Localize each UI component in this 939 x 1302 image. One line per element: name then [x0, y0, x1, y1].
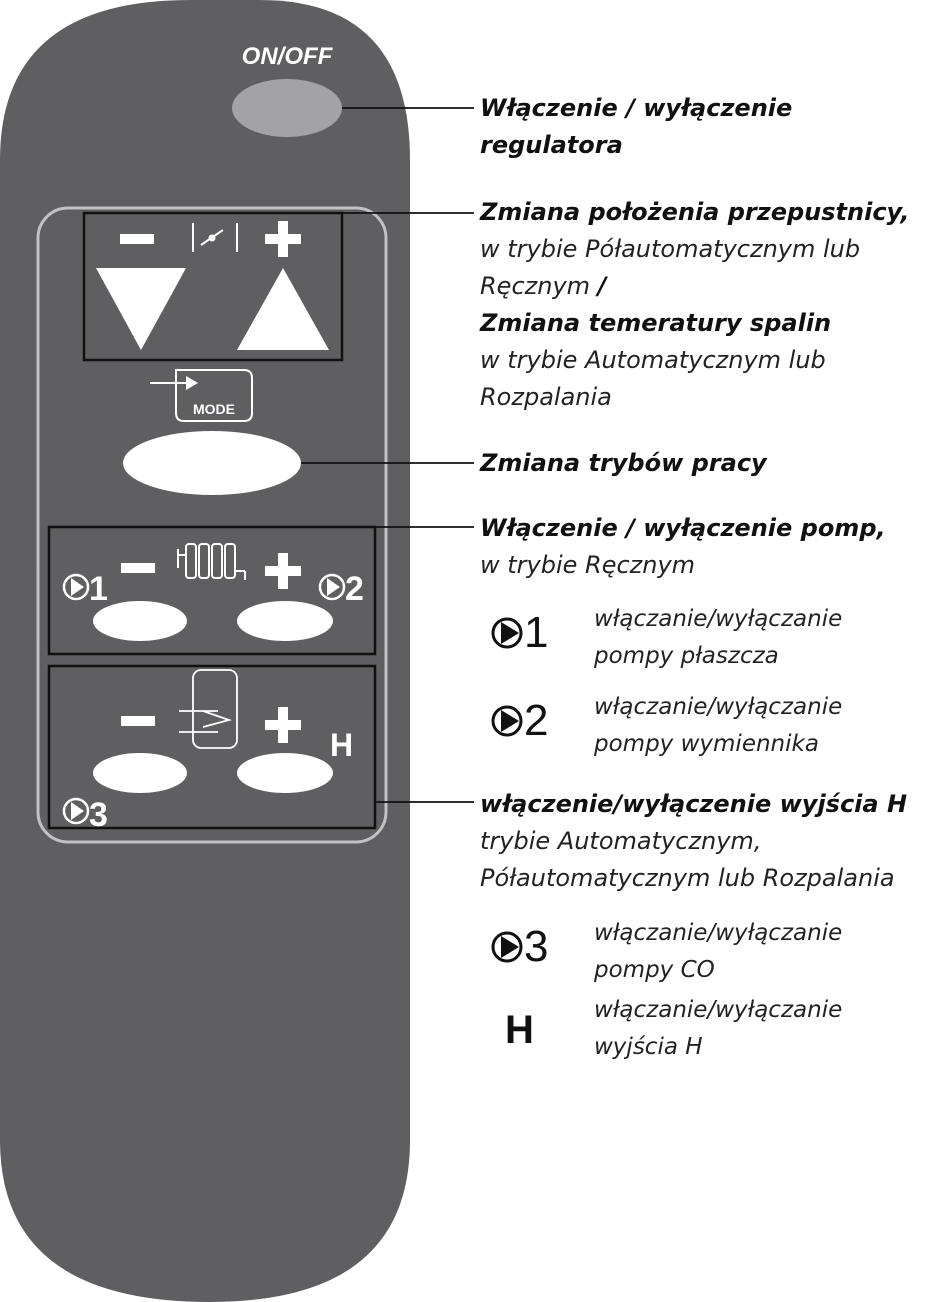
callout-exhaust-line: Rozpalania [480, 383, 612, 411]
callout-damper [480, 194, 909, 416]
callout-power-title: Włączenie / wyłączenie [480, 94, 793, 122]
callout-power [480, 90, 792, 164]
legend-pump1-symbol: 1 [490, 608, 548, 658]
minus-icon [120, 234, 154, 244]
callout-output-line: trybie Automatycznym, [480, 827, 762, 855]
legend-pump3-text: włączanie/wyłączanie pompy CO [594, 920, 843, 983]
callout-exhaust-line: w trybie Automatycznym lub [480, 346, 826, 374]
legend-pump1-text: włączanie/wyłączanie pompy płaszcza [594, 606, 843, 669]
pump3-button[interactable] [93, 753, 187, 793]
callout-exhaust-title: Zmiana temeratury spalin [480, 309, 832, 337]
legend-pump3-symbol: 3 [490, 922, 548, 972]
minus-icon [121, 563, 155, 573]
callout-pumps [480, 510, 886, 584]
pump2-number: 2 [345, 570, 364, 608]
callout-output-line: Półautomatycznym lub Rozpalania [480, 864, 895, 892]
pump-icon [490, 704, 524, 738]
callout-damper-title: Zmiana położenia przepustnicy, [480, 198, 910, 226]
pump-icon [490, 930, 524, 964]
callout-mode [480, 445, 767, 482]
callout-pumps-line: w trybie Ręcznym [480, 551, 696, 579]
mode-button[interactable] [123, 431, 301, 495]
on-off-label: ON/OFF [241, 43, 333, 70]
on-off-button[interactable] [232, 79, 342, 137]
legend-pump2-text: włączanie/wyłączanie pompy wymiennika [594, 694, 843, 757]
damper-pivot [209, 235, 216, 242]
mode-label: MODE [193, 401, 235, 417]
callout-damper-line: w trybie Półautomatycznym lub [480, 235, 861, 263]
pump-icon [490, 616, 524, 650]
callout-mode-title: Zmiana trybów pracy [480, 449, 767, 477]
pump3-number: 3 [89, 796, 108, 834]
minus-icon [121, 716, 155, 726]
callout-pumps-title: Włączenie / wyłączenie pomp, [480, 514, 886, 542]
callout-output [480, 786, 907, 897]
h-output-button[interactable] [237, 753, 333, 793]
legend-h-symbol: H [505, 1008, 534, 1052]
callout-power-title-2: regulatora [480, 131, 623, 159]
h-output-label: H [330, 727, 354, 763]
callout-damper-slash: / [597, 272, 607, 300]
remote-body [0, 0, 410, 1302]
pump1-number: 1 [89, 570, 108, 608]
legend-h-text: włączanie/wyłączanie wyjścia H [594, 997, 843, 1060]
pump1-button[interactable] [93, 601, 187, 641]
legend-pump2-symbol: 2 [490, 696, 548, 746]
callout-output-title: włączenie/wyłączenie wyjścia H [480, 790, 908, 818]
pump2-button[interactable] [237, 601, 333, 641]
callout-damper-line: Ręcznym / [480, 272, 607, 300]
